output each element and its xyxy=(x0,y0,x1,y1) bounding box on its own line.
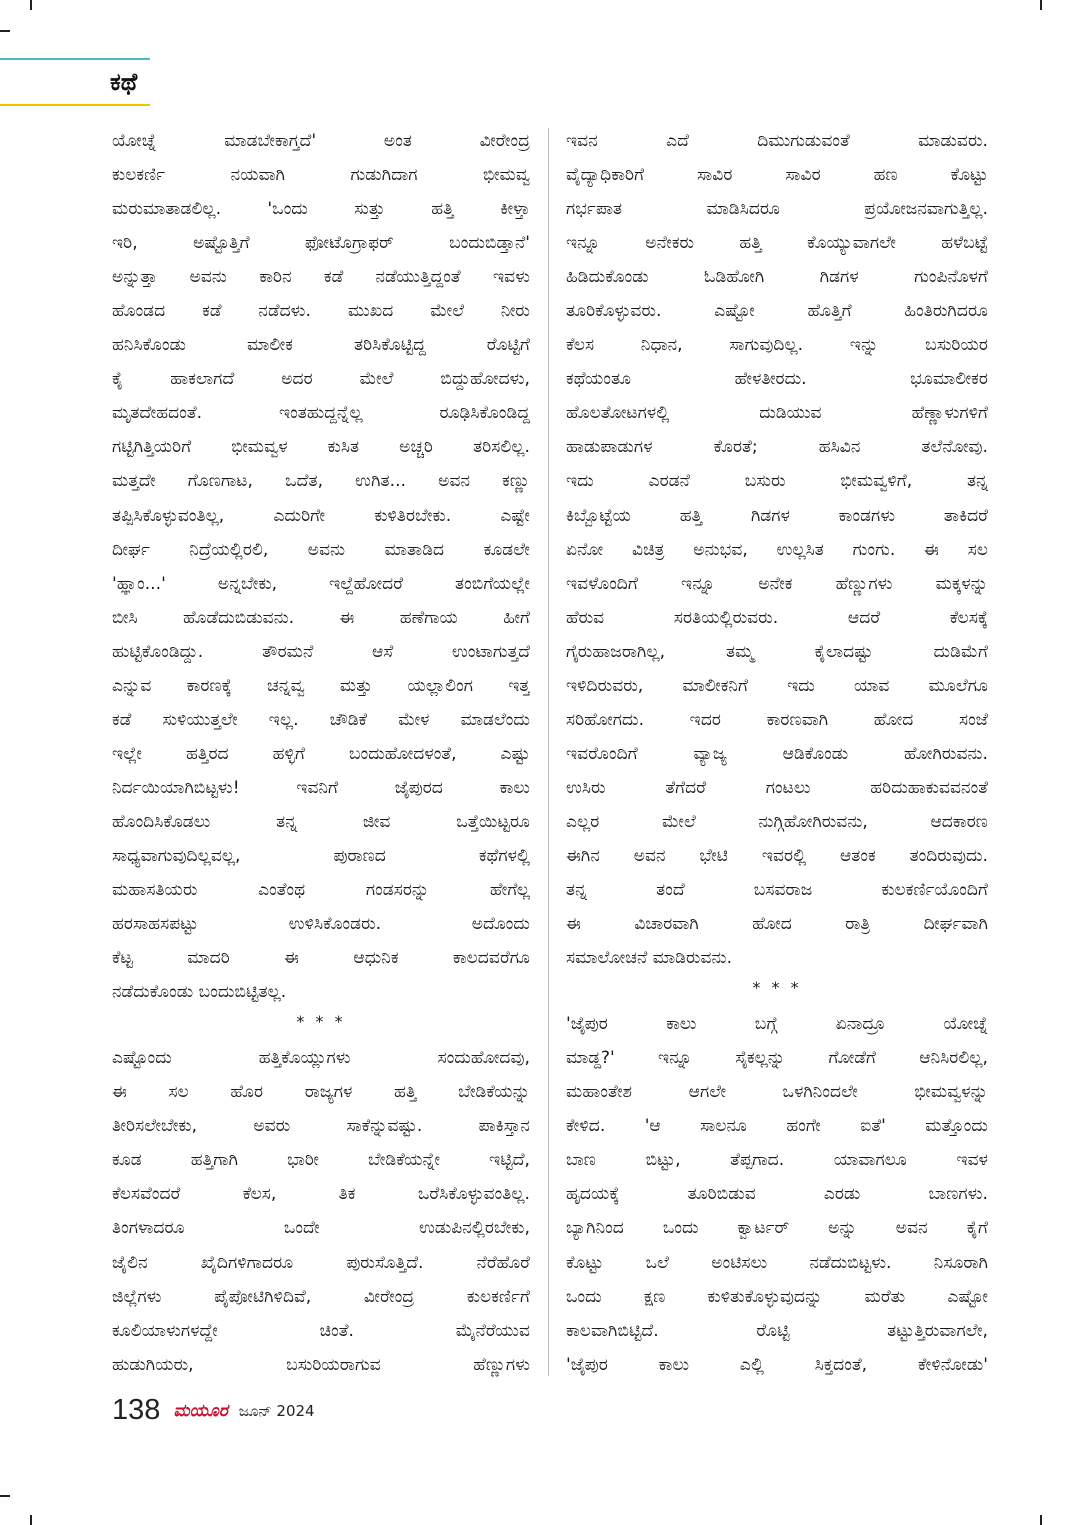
text-line: ನಿರ್ದಯಿಯಾಗಿಬಿಟ್ಟಳು! ಇವನಿಗೆ ಜೈಪುರದ ಕಾಲು xyxy=(112,777,530,798)
text-line: ಕೇಳಿದ. 'ಆ ಸಾಲನೂ ಹಂಗೇ ಐತೆ' ಮತ್ತೊಂದು xyxy=(566,1116,988,1137)
text-line: ಏನೋ ವಿಚಿತ್ರ ಅನುಭವ, ಉಲ್ಲಸಿತ ಗುಂಗು. ಈ ಸಲ xyxy=(566,539,988,560)
text-line: ಗೈರುಹಾಜರಾಗಿಲ್ಲ, ತಮ್ಮ ಕೈಲಾದಷ್ಟು ದುಡಿಮೆಗೆ xyxy=(566,641,988,662)
text-line: ಹೊಂದಿಸಿಕೊಡಲು ತನ್ನ ಜೀವ ಒತ್ತೆಯಿಟ್ಟರೂ xyxy=(112,811,530,832)
text-line: ಮಾಡ್ದ?' ಇನ್ನೂ ಸೈಕಲ್ಲನ್ನು ಗೋಡೆಗೆ ಆನಿಸಿರಲಿಲ್ಲ, xyxy=(566,1048,988,1069)
text-line: ಹರಸಾಹಸಪಟ್ಟು ಉಳಿಸಿಕೊಂಡರು. ಅದೊಂದು xyxy=(112,914,530,935)
issue-date: ಜೂನ್ 2024 xyxy=(238,1401,315,1420)
text-line: ಬಾಣ ಬಿಟ್ಟು, ತೆಪ್ಪಗಾದ. ಯಾವಾಗಲೂ ಇವಳ xyxy=(566,1150,988,1171)
text-line: ಗಟ್ಟಿಗಿತ್ತಿಯರಿಗೆ ಭೀಮವ್ವಳ ಕುಸಿತ ಅಚ್ಚರಿ ತರಿಸಲಿಲ್ಲ. xyxy=(112,437,530,458)
text-line: ಹುಟ್ಟಿಕೊಂಡಿದ್ದು. ತೌರಮನೆ ಆಸೆ ಉಂಟಾಗುತ್ತದೆ xyxy=(112,641,530,662)
text-line: ಮೃತದೇಹದಂತೆ. ಇಂತಹುದ್ದನ್ನೆಲ್ಲ ರೂಢಿಸಿಕೊಂಡಿದ್ದ xyxy=(112,403,530,424)
header-rule-top xyxy=(0,58,150,60)
text-line: ದೀರ್ಘ ನಿದ್ರೆಯಲ್ಲಿರಲಿ, ಅವನು ಮಾತಾಡಿದ ಕೂಡಲೇ xyxy=(112,539,530,560)
text-line: ಇದು ಎರಡನೆ ಬಸುರು ಭೀಮವ್ವಳಿಗೆ, ತನ್ನ xyxy=(566,471,988,492)
text-line: ಬೀಸಿ ಹೊಡೆದುಬಿಡುವನು. ಈ ಹಣೆಗಾಯ ಹೀಗೆ xyxy=(112,607,530,628)
column-divider xyxy=(548,128,549,1376)
crop-mark-left-top xyxy=(0,30,10,32)
text-line: ಇವನ ಎದೆ ದಿಮುಗುಡುವಂತೆ ಮಾಡುವರು. xyxy=(566,131,988,151)
text-line: ಹಾಡುಪಾಡುಗಳ ಕೊರತೆ; ಹಸಿವಿನ ತಲೆನೋವು. xyxy=(566,437,988,458)
right-column xyxy=(566,124,988,1382)
right-text-block-2 xyxy=(566,1007,988,1382)
header-rule-bottom xyxy=(0,104,150,106)
text-line: ತಿಂಗಳಾದರೂ ಒಂದೇ ಉಡುಪಿನಲ್ಲಿರಬೇಕು, xyxy=(112,1218,530,1239)
left-column xyxy=(112,124,530,1382)
text-line: ಕಥೆಯಂತೂ ಹೇಳತೀರದು. ಭೂಮಾಲೀಕರ xyxy=(566,369,988,390)
crop-mark-left-bottom xyxy=(0,1495,10,1497)
text-line: ಮರುಮಾತಾಡಲಿಲ್ಲ. 'ಒಂದು ಸುತ್ತು ಹತ್ತಿ ಕೀಳ್ತಾ xyxy=(112,199,530,220)
section-separator: * * * xyxy=(752,978,802,998)
text-line: ಮಹಾಂತೇಶ ಆಗಲೇ ಒಳಗಿನಿಂದಲೇ ಭೀಮವ್ವಳನ್ನು xyxy=(566,1082,988,1103)
crop-mark-bottom-left xyxy=(30,1515,32,1525)
text-line: ಈ ವಿಚಾರವಾಗಿ ಹೋದ ರಾತ್ರಿ ದೀರ್ಘವಾಗಿ xyxy=(566,914,988,935)
text-line: ಯೋಚ್ನೆ ಮಾಡಬೇಕಾಗ್ತದೆ' ಅಂತ ವೀರೇಂದ್ರ xyxy=(112,131,530,151)
text-line: ಇಲ್ಲೇ ಹತ್ತಿರದ ಹಳ್ಳಿಗೆ ಬಂದುಹೋದಳಂತೆ, ಎಷ್ಟು xyxy=(112,743,530,764)
text-line: ಹೃದಯಕ್ಕೆ ತೂರಿಬಿಡುವ ಎರಡು ಬಾಣಗಳು. xyxy=(566,1184,988,1205)
text-line: 'ಜೈಪುರ ಕಾಲು ಎಲ್ಲಿ ಸಿಕ್ತದಂತೆ, ಕೇಳಿನೋಡು' xyxy=(566,1354,988,1375)
text-line: ಬ್ಯಾಗಿನಿಂದ ಒಂದು ಕ್ವಾರ್ಟರ್ ಅನ್ನು ಅವನ ಕೈಗೆ xyxy=(566,1218,988,1239)
text-line: ಒಂದು ಕ್ಷಣ ಕುಳಿತುಕೊಳ್ಳುವುದನ್ನು ಮರೆತು ಎಷ್ಟೋ xyxy=(566,1286,988,1307)
text-line: ಎಷ್ಟೊಂದು ಹತ್ತಿಕೊಯ್ಲುಗಳು ಸಂದುಹೋದವು, xyxy=(112,1048,530,1069)
text-line: ಕೂಲಿಯಾಳುಗಳದ್ದೇ ಚಿಂತೆ. ಮೈನೆರೆಯುವ xyxy=(112,1320,530,1341)
text-line: ಕೆಟ್ಟ ಮಾದರಿ ಈ ಆಧುನಿಕ ಕಾಲದವರೆಗೂ xyxy=(112,948,530,969)
text-line: ಮಹಾಸತಿಯರು ಎಂತೆಂಥ ಗಂಡಸರನ್ನು ಹೇಗೆಲ್ಲ xyxy=(112,880,530,901)
text-line: 'ಜೈಪುರ ಕಾಲು ಬಗ್ಗೆ ಏನಾದ್ರೂ ಯೋಚ್ನೆ xyxy=(566,1014,988,1035)
page-footer xyxy=(112,1394,315,1430)
text-line: ಕಿಬ್ಬೊಟ್ಟೆಯ ಹತ್ತಿ ಗಿಡಗಳ ಕಾಂಡಗಳು ತಾಕಿದರೆ xyxy=(566,505,988,526)
text-line: ತನ್ನ ತಂದೆ ಬಸವರಾಜ ಕುಲಕರ್ಣಿಯೊಂದಿಗೆ xyxy=(566,880,988,901)
text-line: ಹಿಡಿದುಕೊಂಡು ಓಡಿಹೋಗಿ ಗಿಡಗಳ ಗುಂಪಿನೊಳಗೆ xyxy=(566,267,988,288)
section-title: ಕಥೆ xyxy=(110,68,138,96)
crop-mark-top-left xyxy=(30,0,32,10)
text-line: ತೀರಿಸಲೇಬೇಕು, ಅವರು ಸಾಕೆನ್ನುವಷ್ಟು. ಪಾಕಿಸ್ತಾನ xyxy=(112,1116,530,1137)
text-line: ಇವಳೊಂದಿಗೆ ಇನ್ನೂ ಅನೇಕ ಹೆಣ್ಣುಗಳು ಮಕ್ಕಳನ್ನು xyxy=(566,573,988,594)
text-line: ಕೊಟ್ಟು ಒಲೆ ಅಂಟಿಸಲು ನಡೆದುಬಿಟ್ಟಳು. ನಿಸೂರಾಗಿ xyxy=(566,1252,988,1273)
text-line: ಸಮಾಲೋಚನೆ ಮಾಡಿರುವನು. xyxy=(566,948,733,969)
text-line: ಹೊಲತೋಟಗಳಲ್ಲಿ ದುಡಿಯುವ ಹೆಣ್ಣಾಳುಗಳಿಗೆ xyxy=(566,403,988,424)
text-line: ತೂರಿಕೊಳ್ಳುವರು. ಎಷ್ಟೋ ಹೊತ್ತಿಗೆ ಹಿಂತಿರುಗಿದರೂ xyxy=(566,301,988,322)
text-line: ತಪ್ಪಿಸಿಕೊಳ್ಳುವಂತಿಲ್ಲ, ಎದುರಿಗೇ ಕುಳಿತಿರಬೇಕು. ಎಷ್ಟೇ xyxy=(112,505,530,526)
text-line: ಇರಿ, ಅಷ್ಟೊತ್ತಿಗೆ ಫೋಟೊಗ್ರಾಫರ್ ಬಂದುಬಿಡ್ತಾನೆ' xyxy=(112,233,530,254)
text-line: 'ಹ್ಞಾಂ...' ಅನ್ನಬೇಕು, ಇಲ್ದೆಹೋದರೆ ತಂಬಿಗೆಯಲ್ಲೇ xyxy=(112,573,530,594)
text-line: ನಡೆದುಕೊಂಡು ಬಂದುಬಿಟ್ಟಿತಲ್ಲ. xyxy=(112,982,287,1003)
text-line: ಕೈ ಹಾಕಲಾಗದೆ ಅದರ ಮೇಲೆ ಬಿದ್ದುಹೋದಳು, xyxy=(112,369,530,390)
text-line: ಜೈಲಿನ ಖೈದಿಗಳಿಗಾದರೂ ಪುರುಸೊತ್ತಿದೆ. ನೆರೆಹೊರೆ xyxy=(112,1252,530,1273)
section-separator: * * * xyxy=(296,1012,346,1032)
left-text-block-2 xyxy=(112,1041,530,1381)
text-line: ಇನ್ನೂ ಅನೇಕರು ಹತ್ತಿ ಕೊಯ್ಯುವಾಗಲೇ ಹಳೆಬಟ್ಟೆ xyxy=(566,233,988,254)
text-line: ಹುಡುಗಿಯರು, ಬಸುರಿಯರಾಗುವ ಹೆಣ್ಣುಗಳು xyxy=(112,1354,530,1375)
text-line: ಗರ್ಭಪಾತ ಮಾಡಿಸಿದರೂ ಪ್ರಯೋಜನವಾಗುತ್ತಿಲ್ಲ. xyxy=(566,199,988,220)
text-line: ಹೊಂಡದ ಕಡೆ ನಡೆದಳು. ಮುಖದ ಮೇಲೆ ನೀರು xyxy=(112,301,530,322)
text-line: ಕಡೆ ಸುಳಿಯುತ್ತಲೇ ಇಲ್ಲ. ಚೌಡಿಕೆ ಮೇಳ ಮಾಡಲೆಂದು xyxy=(112,709,530,730)
crop-mark-bottom-right xyxy=(1040,1515,1042,1525)
text-line: ಇಳಿದಿರುವರು, ಮಾಲೀಕನಿಗೆ ಇದು ಯಾವ ಮೂಲೆಗೂ xyxy=(566,675,988,696)
text-line: ಉಸಿರು ತೆಗೆದರೆ ಗಂಟಲು ಹರಿದುಹಾಕುವವನಂತೆ xyxy=(566,777,988,798)
text-line: ಕಾಲವಾಗಿಬಿಟ್ಟಿದೆ. ರೊಟ್ಟಿ ತಟ್ಟುತ್ತಿರುವಾಗಲೇ, xyxy=(566,1320,988,1341)
text-line: ಕೆಲಸ ನಿಧಾನ, ಸಾಗುವುದಿಲ್ಲ. ಇನ್ನು ಬಸುರಿಯರ xyxy=(566,335,988,356)
magazine-logo: ಮಯೂರ xyxy=(173,1400,228,1421)
crop-mark-top-right xyxy=(1040,0,1042,10)
text-line: ಕುಲಕರ್ಣಿ ನಯವಾಗಿ ಗುಡುಗಿದಾಗ ಭೀಮವ್ವ xyxy=(112,165,530,186)
text-line: ಈ ಸಲ ಹೊರ ರಾಜ್ಯಗಳ ಹತ್ತಿ ಬೇಡಿಕೆಯನ್ನು xyxy=(112,1082,530,1103)
text-line: ಎನ್ನುವ ಕಾರಣಕ್ಕೆ ಚನ್ನವ್ವ ಮತ್ತು ಯಲ್ಲಾಲಿಂಗ ಇತ್ತ xyxy=(112,675,530,696)
text-line: ವೈದ್ಯಾಧಿಕಾರಿಗೆ ಸಾವಿರ ಸಾವಿರ ಹಣ ಕೊಟ್ಟು xyxy=(566,165,988,186)
text-line: ಈಗಿನ ಅವನ ಭೇಟಿ ಇವರಲ್ಲಿ ಆತಂಕ ತಂದಿರುವುದು. xyxy=(566,845,988,866)
text-line: ಕೆಲಸವೆಂದರೆ ಕೆಲಸ, ತಿಕ ಒರೆಸಿಕೊಳ್ಳುವಂತಿಲ್ಲ. xyxy=(112,1184,530,1205)
right-text-block-1 xyxy=(566,124,988,975)
text-line: ಅನ್ನುತ್ತಾ ಅವನು ಕಾರಿನ ಕಡೆ ನಡೆಯುತ್ತಿದ್ದಂತೆ ಇವಳು xyxy=(112,267,530,288)
left-text-block-1 xyxy=(112,124,530,1009)
text-line: ಮತ್ತದೇ ಗೊಣಗಾಟ, ಒದೆತ, ಉಗಿತ... ಅವನ ಕಣ್ಣು xyxy=(112,471,530,492)
text-line: ಸರಿಹೋಗದು. ಇದರ ಕಾರಣವಾಗಿ ಹೋದ ಸಂಜೆ xyxy=(566,709,988,730)
text-line: ಹೆರುವ ಸರತಿಯಲ್ಲಿರುವರು. ಆದರೆ ಕೆಲಸಕ್ಕೆ xyxy=(566,607,988,628)
page-number: 138 xyxy=(112,1394,161,1426)
text-line: ಸಾಧ್ಯವಾಗುವುದಿಲ್ಲವಲ್ಲ, ಪುರಾಣದ ಕಥೆಗಳಲ್ಲಿ xyxy=(112,845,530,866)
text-line: ಜಿಲ್ಲೆಗಳು ಪೈಪೋಟಿಗಿಳಿದಿವೆ, ವೀರೇಂದ್ರ ಕುಲಕರ್ಣಿಗೆ xyxy=(112,1286,530,1307)
section-header xyxy=(0,56,150,112)
text-line: ಎಲ್ಲರ ಮೇಲೆ ನುಗ್ಗಿಹೋಗಿರುವನು, ಆದಕಾರಣ xyxy=(566,811,988,832)
text-line: ಇವರೊಂದಿಗೆ ವ್ಯಾಜ್ಯ ಆಡಿಕೊಂಡು ಹೋಗಿರುವನು. xyxy=(566,743,988,764)
text-line: ಕೂಡ ಹತ್ತಿಗಾಗಿ ಭಾರೀ ಬೇಡಿಕೆಯನ್ನೇ ಇಟ್ಟಿದೆ, xyxy=(112,1150,530,1171)
text-line: ಹನಿಸಿಕೊಂಡು ಮಾಲೀಕ ತರಿಸಿಕೊಟ್ಟಿದ್ದ ರೊಟ್ಟಿಗೆ xyxy=(112,335,530,356)
